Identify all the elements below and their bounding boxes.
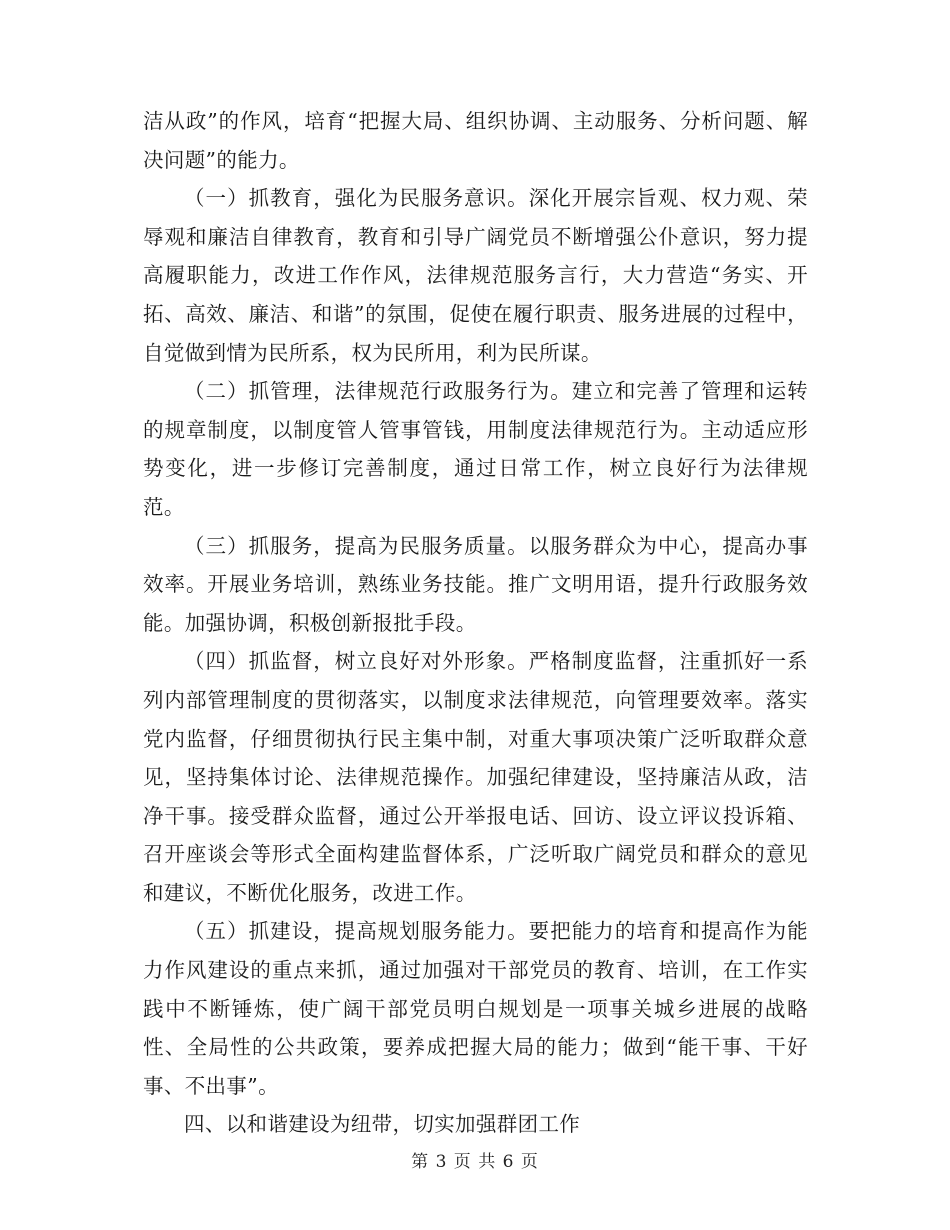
paragraph-construction: （五）抓建设，提高规划服务能力。要把能力的培育和提高作为能力作风建设的重点来抓，通过加强对干部党员的教育、培训，在工作实践中不断锤炼，使广阔干部党员明白规划是一项事关城乡进展的战略性、全局性的公共政策，要养成把握大局的能力；做到“能干事、干好事、不出事”。 [143,919,808,1098]
paragraph-service: （三）抓服务，提高为民服务质量。以服务群众为中心，提高办事效率。开展业务培训，熟练业务技能。推广文明用语，提升行政服务效能。加强协调，积极创新报批手段。 [143,533,808,635]
paragraph-education: （一）抓教育，强化为民服务意识。深化开展宗旨观、权力观、荣辱观和廉洁自律教育，教育和引导广阔党员不断增强公仆意识，努力提高履职能力，改进工作作风，法律规范服务言行，大力营造“务实、开拓、高效、廉洁、和谐”的氛围，促使在履行职责、服务进展的过程中，自觉做到情为民所系，权为民所用，利为民所谋。 [143,186,808,365]
section-heading: 四、以和谐建设为纽带，切实加强群团工作 [184,1112,581,1137]
paragraph-continuation: 洁从政”的作风，培育“把握大局、组织协调、主动服务、分析问题、解决问题”的能力。 [143,109,808,172]
paragraph-supervision: （四）抓监督，树立良好对外形象。严格制度监督，注重抓好一系列内部管理制度的贯彻落实，以制度求法律规范，向管理要效率。落实党内监督，仔细贯彻执行民主集中制，对重大事项决策广泛听取群众意见，坚持集体讨论、法律规范操作。加强纪律建设，坚持廉洁从政，洁净干事。接受群众监督，通过公开举报电话、回访、设立评议投诉箱、召开座谈会等形式全面构建监督体系，广泛听取广阔党员和群众的意见和建议，不断优化服务，改进工作。 [143,649,808,905]
page-number-footer: 第 3 页 共 6 页 [411,1152,539,1172]
document-body [143,102,808,1144]
paragraph-management: （二）抓管理，法律规范行政服务行为。建立和完善了管理和运转的规章制度，以制度管人管事管钱，用制度法律规范行为。主动适应形势变化，进一步修订完善制度，通过日常工作，树立良好行为法律规范。 [143,379,808,519]
